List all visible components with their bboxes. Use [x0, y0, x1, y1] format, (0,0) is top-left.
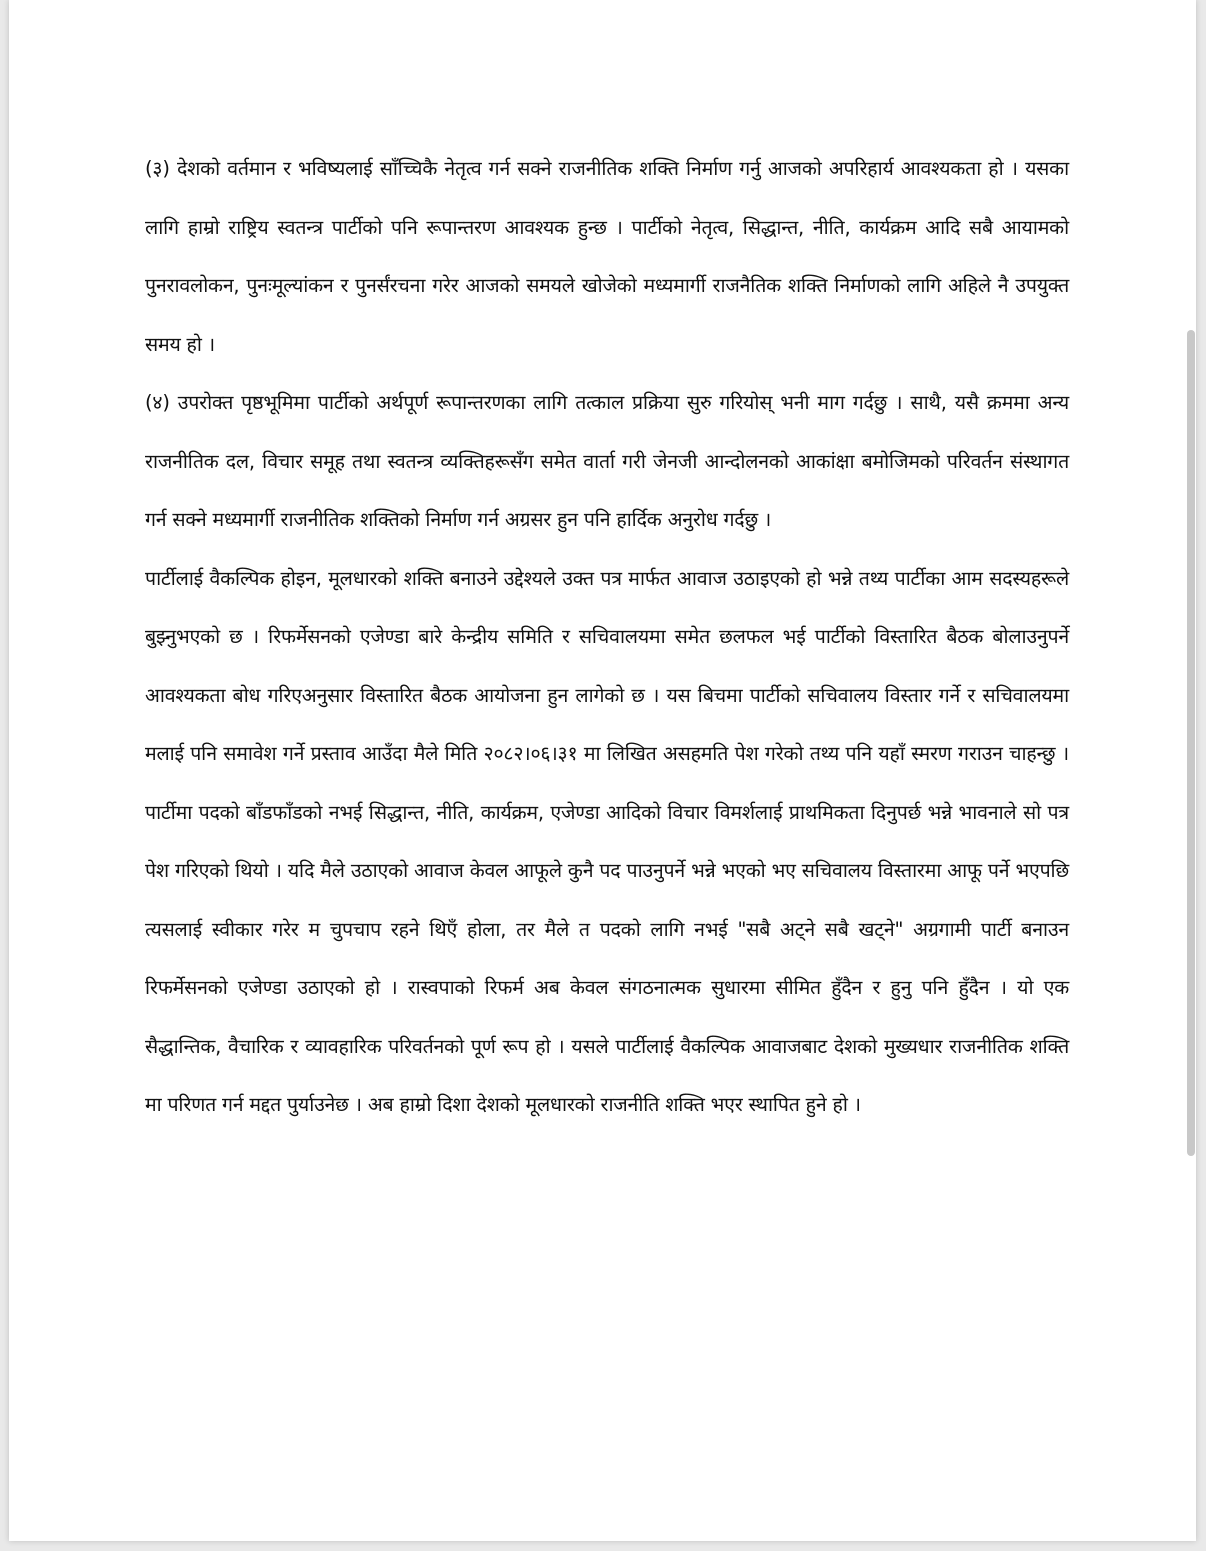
paragraph-statement: पार्टीलाई वैकल्पिक होइन, मूलधारको शक्ति बनाउने उद्देश्यले उक्त पत्र मार्फत आवाज उठाइएको हो भन्ने तथ्य पार्टीका आम सदस्यहरूले बुझ्नुभएको छ । रिफर्मेसनको एजेण्डा बारे केन्द्रीय समिति र सचिवालयमा समेत छलफल भई पार्टीको विस्तारित बैठक बोलाउनुपर्ने आवश्यकता बोध गरिएअनुसार विस्तारित बैठक आयोजना हुन लागेको छ । यस बिचमा पार्टीको सचिवालय विस्तार गर्ने र सचिवालयमा मलाई पनि समावेश गर्ने प्रस्ताव आउँदा मैले मिति २०८२।०६।३१ मा लिखित असहमति पेश गरेको तथ्य पनि यहाँ स्मरण गराउन चाहन्छु । पार्टीमा पदको बाँडफाँडको नभई सिद्धान्त, नीति, कार्यक्रम, एजेण्डा आदिको विचार विमर्शलाई प्राथमिकता दिनुपर्छ भन्ने भावनाले सो पत्र पेश गरिएको थियो । यदि मैले उठाएको आवाज केवल आफूले कुनै पद पाउनुपर्ने भन्ने भएको भए सचिवालय विस्तारमा आफू पर्ने भएपछि त्यसलाई स्वीकार गरेर म चुपचाप रहने थिएँ होला, तर मैले त पदको लागि नभई "सबै अट्ने सबै खट्ने" अग्रगामी पार्टी बनाउन रिफर्मेसनको एजेण्डा उठाएको हो । रास्वपाको रिफर्म अब केवल संगठनात्मक सुधारमा सीमित हुँदैन र हुनु पनि हुँदैन । यो एक सैद्धान्तिक, वैचारिक र व्यावहारिक परिवर्तनको पूर्ण रूप हो । यसले पार्टीलाई वैकल्पिक आवाजबाट देशको मुख्यधार राजनीतिक शक्ति मा परिणत गर्न मद्दत पुर्याउनेछ । अब हाम्रो दिशा देशको मूलधारको राजनीति शक्ति भएर स्थापित हुने हो । — [145, 566, 1069, 1116]
paragraph-point-4: (४) उपरोक्त पृष्ठभूमिमा पार्टीको अर्थपूर्ण रूपान्तरणका लागि तत्काल प्रक्रिया सुरु गरियोस् भनी माग गर्दछु । साथै, यसै क्रममा अन्य राजनीतिक दल, विचार समूह तथा स्वतन्त्र व्यक्तिहरूसँग समेत वार्ता गरी जेनजी आन्दोलनको आकांक्षा बमोजिमको परिवर्तन संस्थागत गर्न सक्ने मध्यमार्गी राजनीतिक शक्तिको निर्माण गर्न अग्रसर हुन पनि हार्दिक अनुरोध गर्दछु । — [145, 391, 1069, 531]
document-page — [9, 0, 1196, 1541]
paragraph-point-3: (३) देशको वर्तमान र भविष्यलाई साँच्चिकै नेतृत्व गर्न सक्ने राजनीतिक शक्ति निर्माण गर्नु आजको अपरिहार्य आवश्यकता हो । यसका लागि हाम्रो राष्ट्रिय स्वतन्त्र पार्टीको पनि रूपान्तरण आवश्यक हुन्छ । पार्टीको नेतृत्व, सिद्धान्त, नीति, कार्यक्रम आदि सबै आयामको पुनरावलोकन, पुनःमूल्यांकन र पुनर्संरचना गरेर आजको समयले खोजेको मध्यमार्गी राजनैतिक शक्ति निर्माणको लागि अहिले नै उपयुक्त समय हो । — [145, 157, 1069, 356]
page-body — [145, 140, 1069, 1135]
vertical-scrollbar[interactable] — [1187, 330, 1195, 1156]
